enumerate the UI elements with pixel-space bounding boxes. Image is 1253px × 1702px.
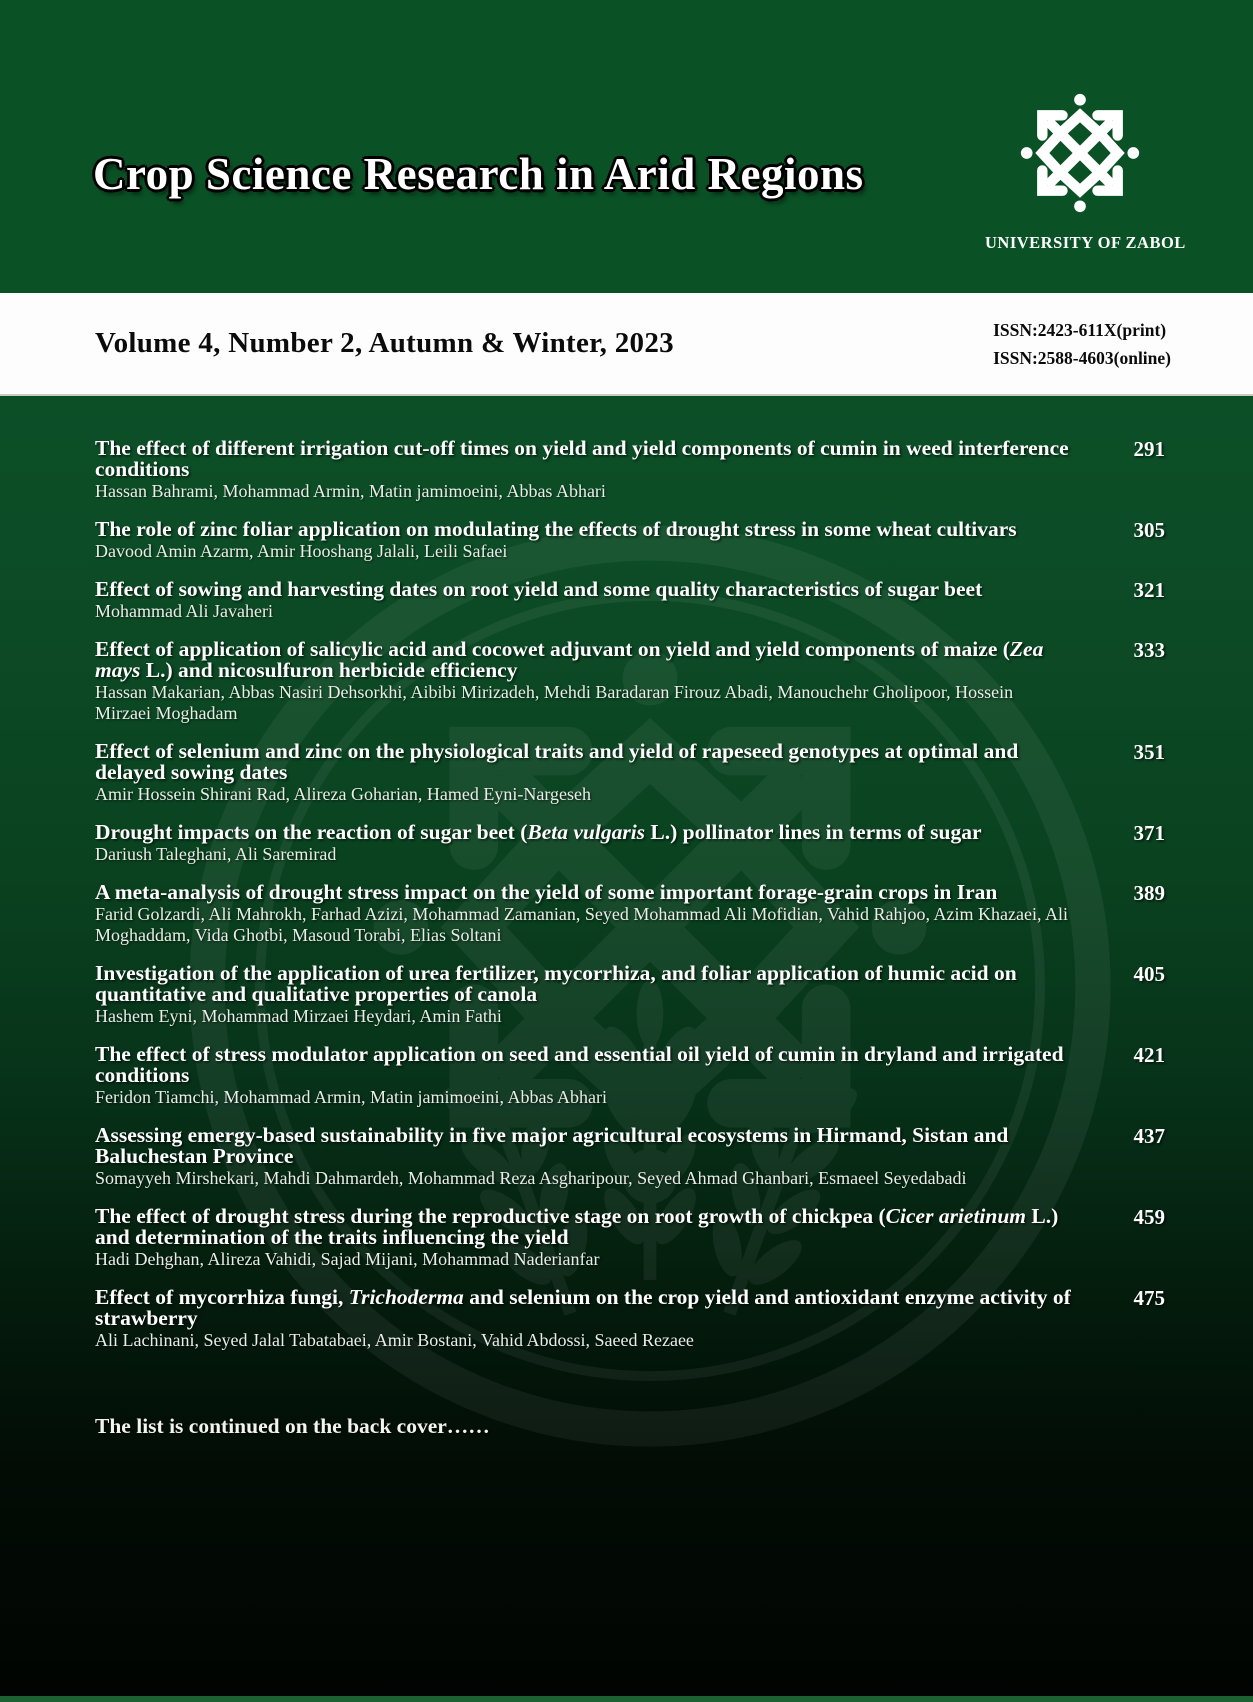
article-title: The effect of drought stress during the reproductive stage on root growth of chickpea (Cicer arietinum L.) and determination of the traits influencing the yield [95,1204,1059,1249]
article-authors: Farid Golzardi, Ali Mahrokh, Farhad Azizi, Mohammad Zamanian, Seyed Mohammad Ali Mofidian, Vahid Rahjoo, Azim Khazaei, Ali Moghaddam, Vida Ghotbi, Masoud Torabi, Elias Soltani [95,904,1068,945]
toc-article-row [95,963,1165,1027]
article-text [95,1206,1073,1270]
toc-article-row [95,1125,1165,1189]
toc-article-row [95,1044,1165,1108]
article-page-number: 305 [1133,518,1165,542]
article-text [95,963,1073,1027]
article-authors: Davood Amin Azarm, Amir Hooshang Jalali, Leili Safaei [95,541,508,561]
university-of-zabol-logo-icon [1015,88,1145,218]
issn-online: ISSN:2588-4603(online) [993,347,1171,368]
article-page-number: 389 [1133,881,1165,905]
toc-article-row [95,519,1165,562]
article-text [95,639,1073,724]
article-title: Effect of application of salicylic acid and cocowet adjuvant on yield and yield components of maize (Zea mays L.) and nicosulfuron herbicide efficiency [95,637,1044,682]
toc-article-row [95,741,1165,805]
issn-print: ISSN:2423-611X(print) [993,319,1167,340]
article-title: A meta-analysis of drought stress impact on the yield of some important forage-grain crops in Iran [95,880,998,904]
journal-title: Crop Science Research in Arid Regions [93,149,864,199]
toc-article-row [95,639,1165,724]
article-authors: Feridon Tiamchi, Mohammad Armin, Matin jamimoeini, Abbas Abhari [95,1087,607,1107]
toc-article-row [95,1287,1165,1351]
issue-line: Volume 4, Number 2, Autumn & Winter, 2023 [95,327,674,359]
issn-block [993,316,1171,372]
article-text [95,1287,1073,1351]
toc-article-row [95,579,1165,622]
article-page-number: 291 [1133,437,1165,461]
article-title: Investigation of the application of urea fertilizer, mycorrhiza, and foliar application of humic acid on quantitative and qualitative properties of canola [95,961,1017,1006]
article-title: The role of zinc foliar application on modulating the effects of drought stress in some wheat cultivars [95,517,1017,541]
article-page-number: 475 [1133,1286,1165,1310]
toc-article-row [95,882,1165,946]
article-authors: Amir Hossein Shirani Rad, Alireza Goharian, Hamed Eyni-Nargeseh [95,784,592,804]
article-authors: Hassan Bahrami, Mohammad Armin, Matin jamimoeini, Abbas Abhari [95,481,606,501]
university-name: UNIVERSITY OF ZABOL [985,233,1186,252]
article-text [95,1044,1073,1108]
article-title: The effect of stress modulator application on seed and essential oil yield of cumin in dryland and irrigated conditions [95,1042,1064,1087]
article-page-number: 321 [1133,578,1165,602]
article-title: Effect of mycorrhiza fungi, Trichoderma and selenium on the crop yield and antioxidant enzyme activity of strawberry [95,1285,1071,1330]
continuation-note: The list is continued on the back cover…… [95,1414,490,1438]
issue-info-bar [0,293,1253,396]
toc-article-row [95,822,1165,865]
article-authors: Somayyeh Mirshekari, Mahdi Dahmardeh, Mohammad Reza Asgharipour, Seyed Ahmad Ghanbari, Esmaeel Seyedabadi [95,1168,967,1188]
article-text [95,438,1073,502]
article-text [95,519,1073,562]
article-page-number: 459 [1133,1205,1165,1229]
article-title: Effect of sowing and harvesting dates on root yield and some quality characteristics of sugar beet [95,577,983,601]
article-page-number: 421 [1133,1043,1165,1067]
article-text [95,741,1073,805]
article-authors: Ali Lachinani, Seyed Jalal Tabatabaei, Amir Bostani, Vahid Abdossi, Saeed Rezaee [95,1330,694,1350]
article-text [95,882,1073,946]
toc-article-row [95,438,1165,502]
article-text [95,579,1073,622]
table-of-contents [0,396,1253,1702]
article-page-number: 437 [1133,1124,1165,1148]
article-authors: Mohammad Ali Javaheri [95,601,273,621]
footer-strip [0,1696,1253,1702]
article-title: The effect of different irrigation cut-off times on yield and yield components of cumin in weed interference conditions [95,436,1069,481]
article-page-number: 405 [1133,962,1165,986]
article-authors: Hassan Makarian, Abbas Nasiri Dehsorkhi, Aibibi Mirizadeh, Mehdi Baradaran Firouz Abadi, Manouchehr Gholipoor, Hossein Mirzaei Moghadam [95,682,1014,723]
article-list [0,396,1253,1351]
toc-article-row [95,1206,1165,1270]
article-page-number: 371 [1133,821,1165,845]
article-authors: Hadi Dehghan, Alireza Vahidi, Sajad Mijani, Mohammad Naderianfar [95,1249,600,1269]
article-title: Drought impacts on the reaction of sugar beet (Beta vulgaris L.) pollinator lines in terms of sugar [95,820,982,844]
article-text [95,1125,1073,1189]
article-authors: Dariush Taleghani, Ali Saremirad [95,844,337,864]
article-page-number: 351 [1133,740,1165,764]
cover-header [0,0,1253,293]
article-title: Effect of selenium and zinc on the physiological traits and yield of rapeseed genotypes at optimal and delayed sowing dates [95,739,1019,784]
article-page-number: 333 [1133,638,1165,662]
article-title: Assessing emergy-based sustainability in five major agricultural ecosystems in Hirmand, Sistan and Baluchestan Province [95,1123,1009,1168]
article-text [95,822,1073,865]
university-logo-block [985,88,1186,253]
article-authors: Hashem Eyni, Mohammad Mirzaei Heydari, Amin Fathi [95,1006,502,1026]
